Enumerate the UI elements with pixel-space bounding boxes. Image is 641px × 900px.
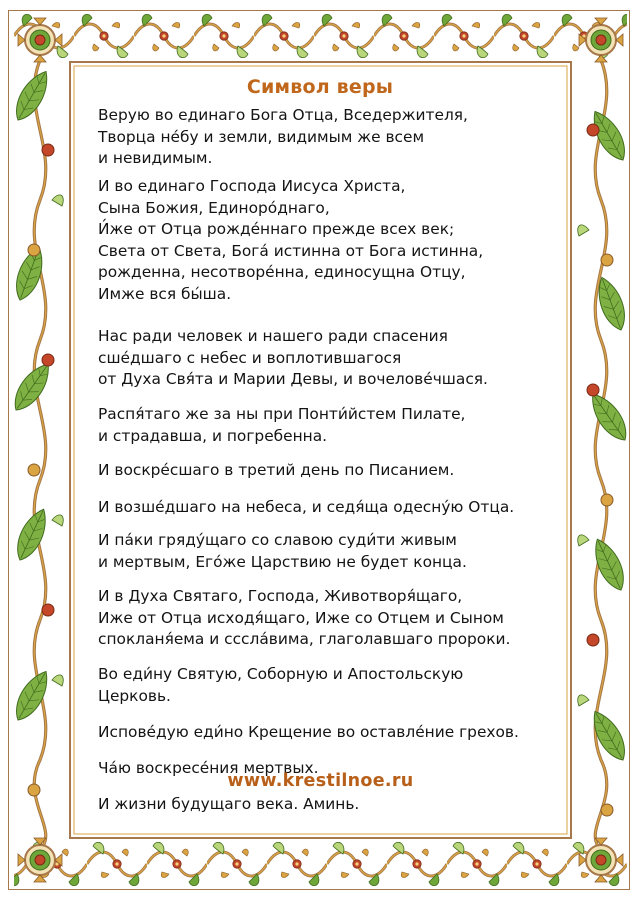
- text-line: Церковь.: [98, 686, 171, 705]
- stanza-9: [98, 664, 568, 707]
- text-line: Нас ради человек и нашего ради спасения: [98, 327, 448, 345]
- stanza-6: [98, 497, 568, 519]
- stanza-5: [98, 460, 568, 482]
- text-line: И воскре́сшаго в третий день по Писанием.: [98, 461, 455, 479]
- text-line: Иже от Отца исходя́щаго, Иже со Отцем и Сыном: [98, 608, 504, 627]
- text-line: и невидимым.: [98, 149, 213, 167]
- text-line: И во единаго Господа Иисуса Христа,: [98, 177, 406, 195]
- text-line: Во еди́ну Святую, Соборную и Апостольскую: [98, 665, 464, 683]
- stanza-3: [98, 326, 568, 391]
- stanza-1: [98, 105, 568, 170]
- stanza-4: [98, 404, 568, 447]
- text-line: И возше́дшаго на небеса, и седя́ща одесну́ю Отца.: [98, 498, 515, 516]
- text-line: И жизни будущаго века. Аминь.: [98, 795, 360, 813]
- text-line: Творца не́бу и земли, видимым же всем: [98, 127, 425, 146]
- text-line: Сына Божия, Единоро́днаго,: [98, 198, 330, 217]
- stanza-10: [98, 722, 568, 744]
- stanza-8: [98, 586, 568, 651]
- text-line: Распя́таго же за ны при Понти́йстем Пилате,: [98, 405, 466, 423]
- stanza-2: [98, 176, 568, 305]
- creed-text-panel: [78, 70, 562, 830]
- text-line: Света от Света, Бога́ истинна от Бога истинна,: [98, 241, 484, 260]
- text-line: и страдавша, и погребенна.: [98, 426, 328, 445]
- stanza-12: [98, 794, 568, 816]
- text-line: Имже вся бы́ша.: [98, 284, 232, 303]
- text-line: и мертвым, Его́же Царствию не будет конца.: [98, 552, 467, 571]
- text-line: сше́дшаго с небес и воплотившагося: [98, 348, 402, 367]
- text-line: Верую во единаго Бога Отца, Вседержителя,: [98, 106, 468, 124]
- text-line: рожденна, несотворе́нна, единосущна Отцу,: [98, 263, 466, 281]
- text-line: Испове́дую еди́но Крещение во оставле́ние грехов.: [98, 723, 519, 741]
- text-line: Ча́ю воскресе́ния мертвых.: [98, 759, 319, 777]
- page-title: Символ веры: [246, 76, 394, 98]
- text-line: от Духа Свя́та и Марии Девы, и вочелове́чшася.: [98, 370, 488, 388]
- text-line: И в Духа Святаго, Господа, Животворя́щаго,: [98, 587, 463, 605]
- text-line: спокланя́ема и сссла́вима, глаголавшаго пророки.: [98, 630, 511, 648]
- website-link[interactable]: www.krestilnoe.ru: [227, 771, 414, 791]
- stanza-7: [98, 530, 568, 573]
- text-line: И па́ки гряду́щаго со славою суди́ти живым: [98, 531, 457, 549]
- text-line: И́же от Отца рожде́ннаго прежде всех век;: [98, 220, 455, 238]
